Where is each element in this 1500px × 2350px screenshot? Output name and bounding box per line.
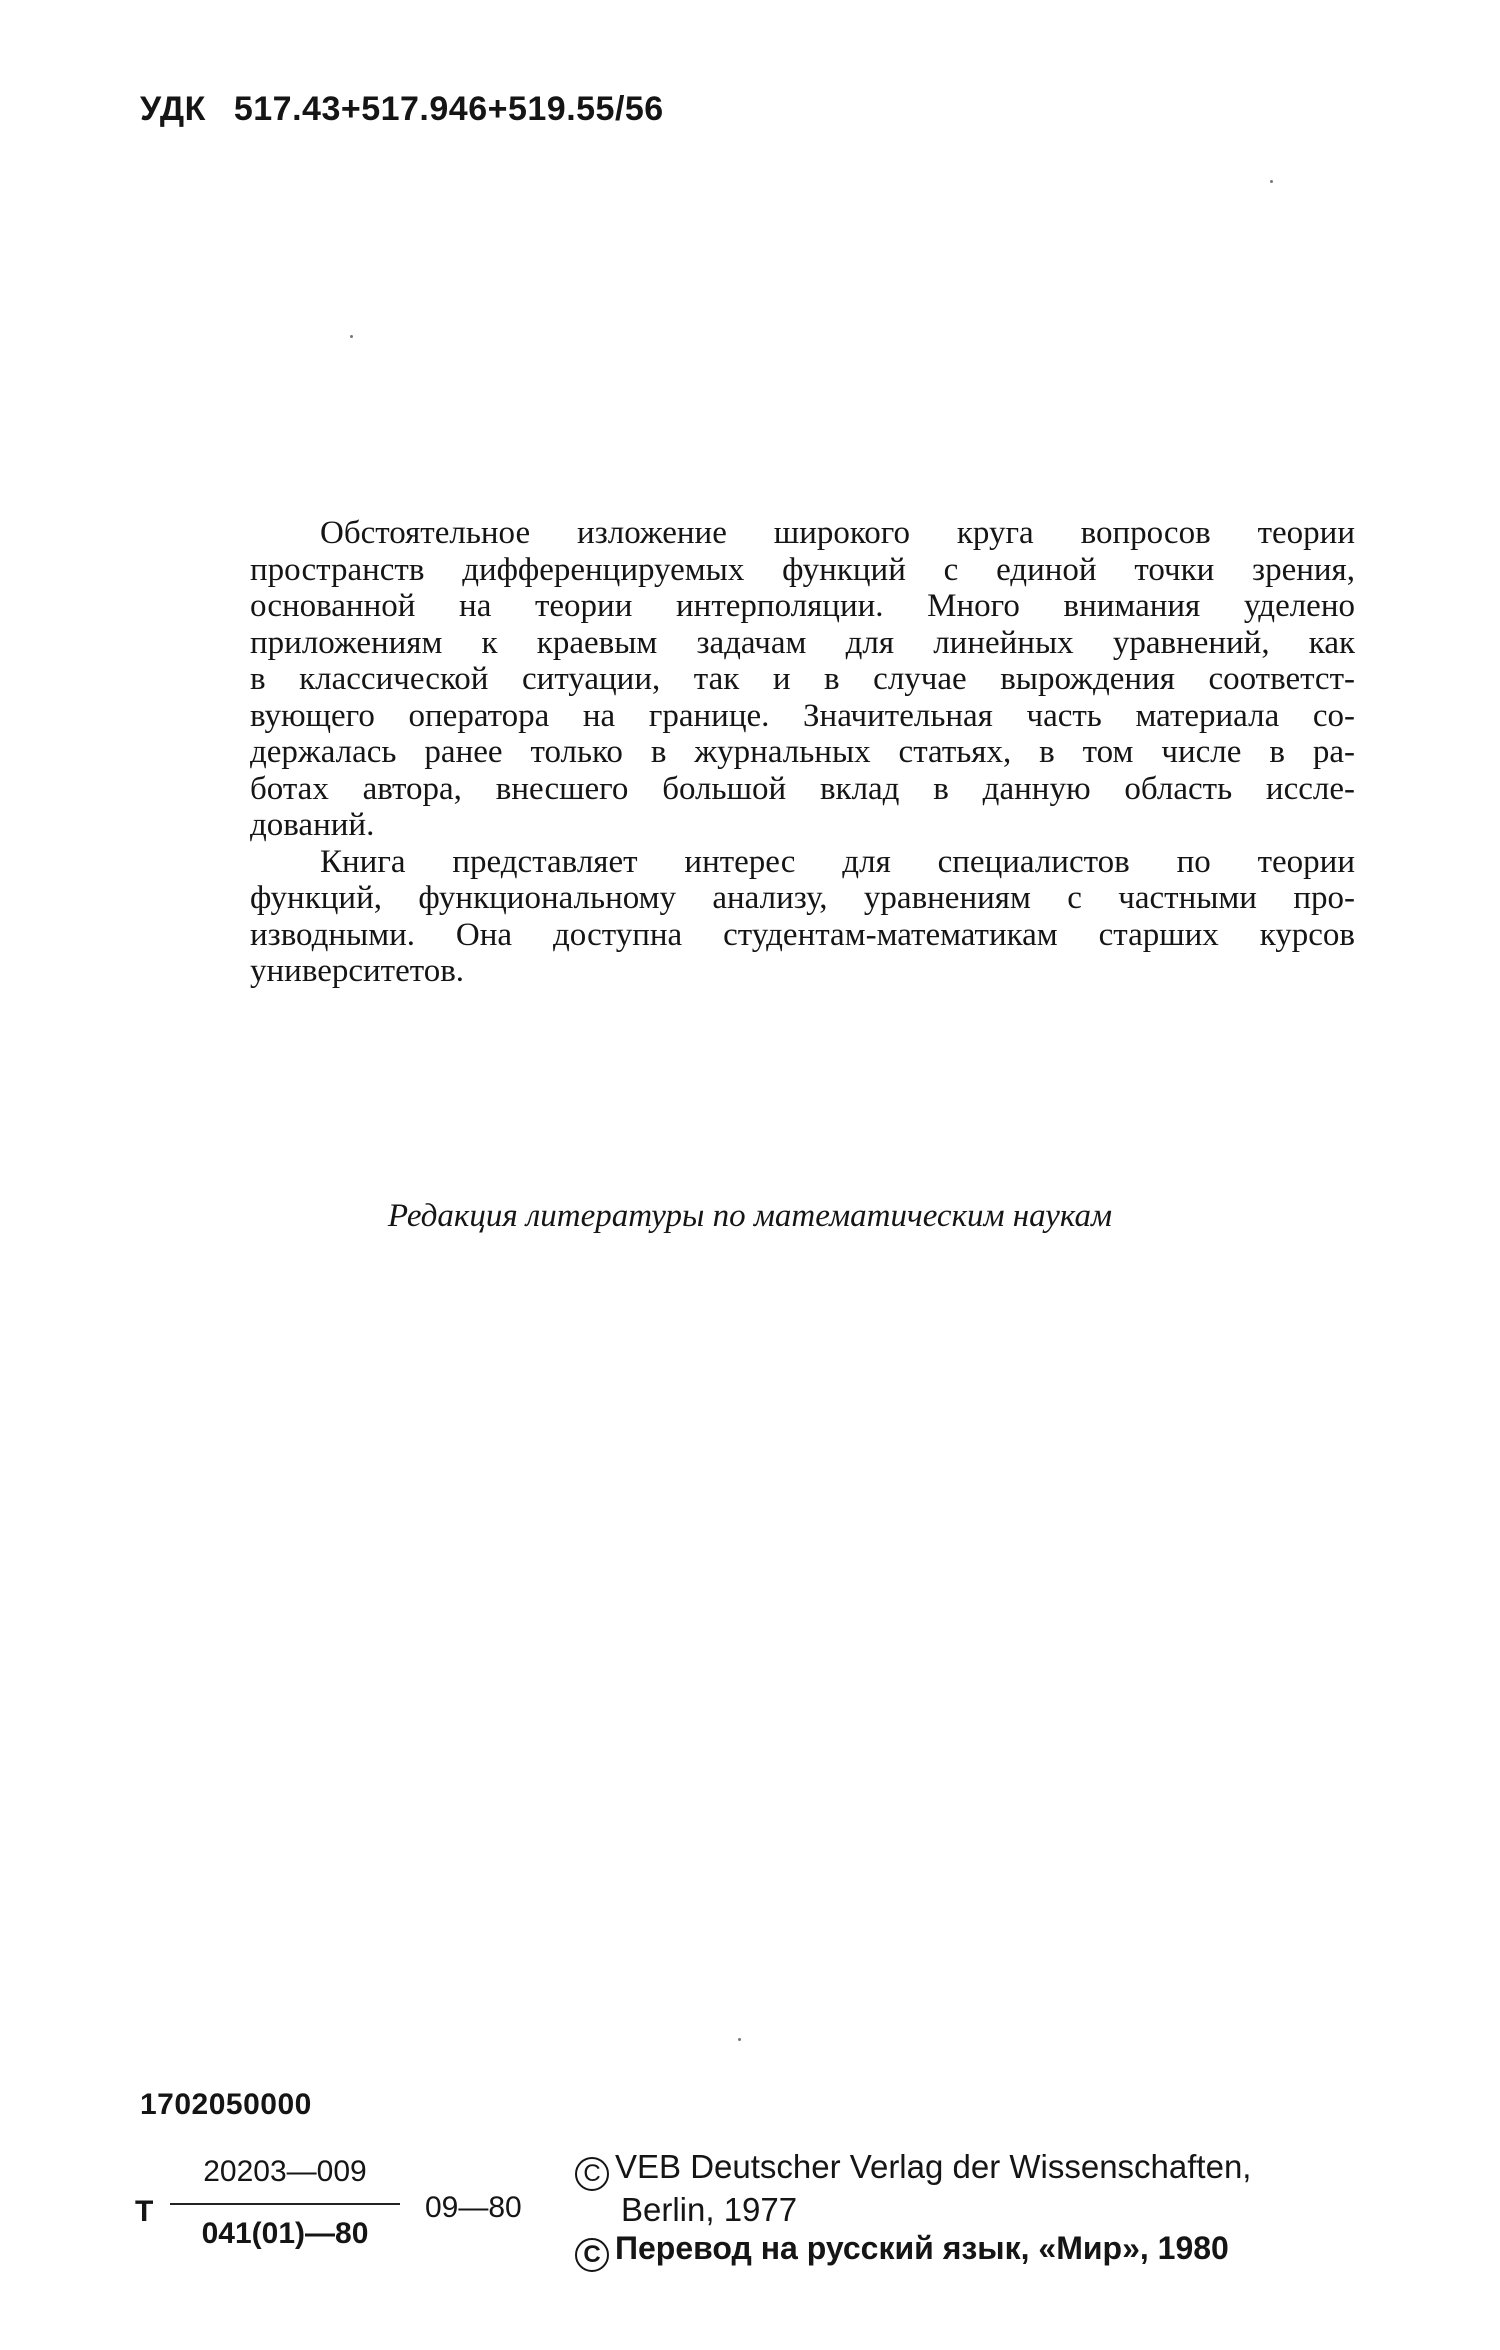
abstract-line: дований. — [250, 807, 375, 843]
book-abstract — [250, 515, 1355, 990]
scan-speck — [1270, 180, 1273, 183]
catalog-number: 1702050000 — [140, 2088, 312, 2121]
abstract-line: держалась ранее только в журнальных статьях, в том числе в ра- — [250, 734, 1355, 770]
catalog-numerator: 20203—009 — [203, 2155, 367, 2188]
copyright-block — [575, 2148, 1251, 2272]
abstract-line: Обстоятельное изложение широкого круга вопросов теории — [320, 515, 1355, 551]
copyright-icon: C — [575, 2157, 609, 2191]
copyright-translation: Перевод на русский язык, «Мир», 1980 — [615, 2230, 1229, 2266]
copyright-translation-line — [575, 2229, 1251, 2272]
fraction-bar — [170, 2203, 400, 2205]
scan-speck — [350, 335, 353, 338]
abstract-line: вующего оператора на границе. Значительная часть материала со- — [250, 697, 1355, 734]
udk-classification — [140, 90, 664, 129]
scan-speck — [738, 2038, 741, 2041]
copyright-publisher-city: Berlin, 1977 — [621, 2191, 798, 2228]
abstract-line: ботах автора, внесшего большой вклад в данную область иссле- — [250, 770, 1355, 807]
abstract-line: изводными. Она доступна студентам-математикам старших курсов — [250, 916, 1355, 953]
abstract-line: функций, функциональному анализу, уравнениям с частными про- — [250, 880, 1355, 916]
catalog-index — [135, 2155, 535, 2285]
abstract-line: университетов. — [250, 953, 465, 989]
catalog-series: 09—80 — [425, 2191, 522, 2224]
abstract-line: в классической ситуации, так и в случае вырождения соответст- — [250, 661, 1355, 697]
abstract-paragraph-2 — [250, 844, 1355, 990]
udk-codes: 517.43+517.946+519.55/56 — [233, 90, 664, 128]
editorial-department: Редакция литературы по математическим наукам — [387, 1198, 1113, 1234]
abstract-line: Книга представляет интерес для специалистов по теории — [320, 843, 1355, 880]
copyright-publisher: VEB Deutscher Verlag der Wissenschaften, — [615, 2148, 1252, 2185]
abstract-line: пространств дифференцируемых функций с единой точки зрения, — [250, 551, 1355, 588]
abstract-paragraph-1 — [250, 515, 1355, 844]
catalog-letter: Т — [135, 2195, 154, 2228]
udk-label: УДК — [140, 90, 206, 128]
copyright-publisher-line — [575, 2148, 1251, 2191]
copyright-icon: C — [575, 2238, 609, 2272]
catalog-denominator: 041(01)—80 — [201, 2217, 369, 2250]
abstract-line: приложениям к краевым задачам для линейных уравнений, как — [250, 624, 1355, 661]
abstract-line: основанной на теории интерполяции. Много внимания уделено — [250, 588, 1355, 624]
